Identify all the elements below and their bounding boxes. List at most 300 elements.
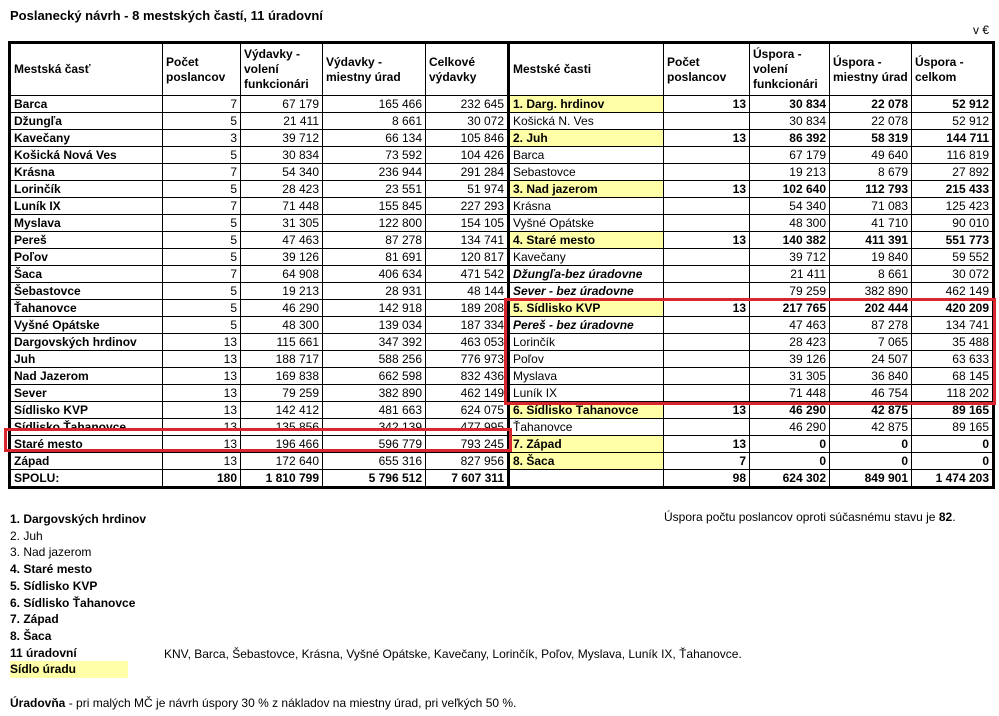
value-cell: 13 [163,436,241,453]
value-cell: 81 691 [323,249,426,266]
value-cell: 54 340 [750,198,830,215]
value-cell: 196 466 [241,436,323,453]
value-cell: 588 256 [323,351,426,368]
value-cell: 227 293 [426,198,509,215]
legend-item: 11 úradovní [10,645,77,660]
deputies-savings-note [664,510,956,524]
value-cell: 35 488 [912,334,994,351]
value-cell: 67 179 [241,96,323,113]
value-cell: 27 892 [912,164,994,181]
district-name-cell: Krásna [509,198,664,215]
table-row [10,130,509,147]
value-cell: 5 [163,147,241,164]
legend-item: 6. Sídlisko Ťahanovce [10,595,136,610]
col-header-districts: Mestské časti [509,43,664,96]
value-cell: 142 918 [323,300,426,317]
legend-item: 2. Juh [10,528,43,543]
value-cell: 342 139 [323,419,426,436]
value-cell: 67 179 [750,147,830,164]
value-cell: 13 [163,402,241,419]
col-header-officials: Výdavky - volení funkcionári [241,43,323,96]
kvp-highlight-box-right [504,298,996,405]
value-cell: 7 065 [830,334,912,351]
total-value-cell: 849 901 [830,470,912,488]
district-name-cell: Barca [509,147,664,164]
value-cell: 0 [750,453,830,470]
district-legend [10,511,146,678]
table-row [509,266,994,283]
district-name-cell: 6. Sídlisko Ťahanovce [509,402,664,419]
table-row [10,164,509,181]
value-cell: 30 834 [750,113,830,130]
value-cell: 8 661 [830,266,912,283]
legend-item: 7. Západ [10,612,59,627]
value-cell: 217 765 [750,300,830,317]
seat-legend [10,661,146,678]
value-cell: 21 411 [750,266,830,283]
value-cell: 89 165 [912,402,994,419]
value-cell: 30 834 [750,96,830,113]
table-row [509,96,994,113]
value-cell: 462 149 [912,283,994,300]
district-name-cell: Vyšné Opátske [10,317,163,334]
district-name-cell: Pereš - bez úradovne [509,317,664,334]
value-cell: 102 640 [750,181,830,198]
value-cell: 116 819 [912,147,994,164]
value-cell: 420 209 [912,300,994,317]
value-cell: 134 741 [426,232,509,249]
value-cell: 140 382 [750,232,830,249]
total-value-cell: 180 [163,470,241,488]
value-cell: 481 663 [323,402,426,419]
value-cell: 13 [163,453,241,470]
value-cell: 382 890 [830,283,912,300]
value-cell: 42 875 [830,402,912,419]
total-label-cell [509,470,664,488]
value-cell: 58 319 [830,130,912,147]
value-cell: 21 411 [241,113,323,130]
table-row [10,113,509,130]
col-header-savings-total: Úspora - celkom [912,43,994,96]
legend-item: 5. Sídlisko KVP [10,578,98,593]
value-cell: 28 423 [750,334,830,351]
value-cell: 104 426 [426,147,509,164]
value-cell: 64 908 [241,266,323,283]
district-name-cell: Džungľa [10,113,163,130]
footer-note [10,696,516,710]
value-cell: 8 661 [323,113,426,130]
col-header-savings-officials: Úspora - volení funkcionári [750,43,830,96]
table-row [509,249,994,266]
legend-item: 4. Staré mesto [10,562,93,577]
district-name-cell: Džungľa-bez úradovne [509,266,664,283]
value-cell: 5 [163,300,241,317]
district-name-cell: Staré mesto [10,436,163,453]
table-row [10,368,509,385]
value-cell: 13 [664,181,750,198]
table-row [509,419,994,436]
value-cell: 662 598 [323,368,426,385]
value-cell: 52 912 [912,113,994,130]
value-cell: 13 [664,96,750,113]
value-cell: 48 300 [241,317,323,334]
table-row [10,317,509,334]
value-cell: 42 875 [830,419,912,436]
total-value-cell: 98 [664,470,750,488]
district-name-cell: Juh [10,351,163,368]
value-cell: 73 592 [323,147,426,164]
value-cell: 655 316 [323,453,426,470]
value-cell: 46 290 [241,300,323,317]
expenses-table [8,41,510,489]
value-cell: 8 679 [830,164,912,181]
value-cell: 59 552 [912,249,994,266]
district-name-cell: Košická Nová Ves [10,147,163,164]
total-value-cell: 7 607 311 [426,470,509,488]
value-cell: 188 717 [241,351,323,368]
total-value-cell: 1 474 203 [912,470,994,488]
value-cell: 172 640 [241,453,323,470]
total-label-cell: SPOLU: [10,470,163,488]
total-value-cell: 1 810 799 [241,470,323,488]
table-row [10,334,509,351]
value-cell: 13 [163,334,241,351]
value-cell: 5 [163,283,241,300]
district-name-cell: Sever [10,385,163,402]
savings-suffix: . [952,510,956,524]
kvp-highlight-box-left [4,428,512,452]
table-row [10,232,509,249]
table-row [10,215,509,232]
value-cell: 13 [664,436,750,453]
value-cell: 382 890 [323,385,426,402]
district-name-cell: Pereš [10,232,163,249]
value-cell: 71 448 [241,198,323,215]
table-row [509,181,994,198]
value-cell: 46 290 [750,402,830,419]
value-cell [664,198,750,215]
table-row [509,147,994,164]
value-cell: 215 433 [912,181,994,198]
value-cell: 5 [163,249,241,266]
col-header-savings-office: Úspora - miestny úrad [830,43,912,96]
value-cell [664,147,750,164]
district-name-cell: Sídlisko Ťahanovce [10,419,163,436]
value-cell [664,419,750,436]
value-cell: 144 711 [912,130,994,147]
district-name-cell: Kavečany [10,130,163,147]
value-cell: 793 245 [426,436,509,453]
value-cell: 596 779 [323,436,426,453]
value-cell: 49 640 [830,147,912,164]
total-row [10,470,509,488]
value-cell: 5 [163,232,241,249]
value-cell: 551 773 [912,232,994,249]
value-cell: 122 800 [323,215,426,232]
legend-item: 1. Dargovských hrdinov [10,512,147,526]
district-name-cell: Myslava [509,368,664,385]
table-row [10,402,509,419]
value-cell: 236 944 [323,164,426,181]
value-cell: 112 793 [830,181,912,198]
savings-header-row [509,43,994,96]
district-name-cell: Šaca [10,266,163,283]
table-row [509,232,994,249]
value-cell: 31 305 [750,368,830,385]
value-cell: 7 [163,164,241,181]
value-cell [664,283,750,300]
savings-table [507,41,995,489]
table-row [10,181,509,198]
value-cell: 54 340 [241,164,323,181]
district-name-cell: Kavečany [509,249,664,266]
value-cell: 624 075 [426,402,509,419]
district-name-cell: Vyšné Opátske [509,215,664,232]
value-cell: 46 290 [750,419,830,436]
value-cell: 30 072 [912,266,994,283]
district-name-cell: Šebastovce [10,283,163,300]
value-cell: 39 712 [241,130,323,147]
district-name-cell: Poľov [10,249,163,266]
value-cell: 169 838 [241,368,323,385]
district-name-cell: Myslava [10,215,163,232]
value-cell: 47 463 [241,232,323,249]
savings-text: Úspora počtu poslancov oproti súčasnému stavu je [664,510,939,524]
table-row [10,351,509,368]
value-cell: 7 [163,266,241,283]
district-name-cell: 4. Staré mesto [509,232,664,249]
value-cell: 0 [750,436,830,453]
value-cell: 39 126 [241,249,323,266]
col-header-district: Mestská časť [10,43,163,96]
value-cell: 31 305 [241,215,323,232]
legend-item: 3. Nad jazerom [10,545,92,560]
district-name-cell: Lorinčík [10,181,163,198]
value-cell: 79 259 [241,385,323,402]
value-cell: 155 845 [323,198,426,215]
value-cell: 28 931 [323,283,426,300]
value-cell: 7 [664,453,750,470]
district-name-cell: 5. Sídlisko KVP [509,300,664,317]
value-cell: 13 [664,300,750,317]
value-cell: 135 856 [241,419,323,436]
value-cell: 832 436 [426,368,509,385]
value-cell [664,215,750,232]
table-row [509,164,994,181]
value-cell: 154 105 [426,215,509,232]
district-name-cell: 7. Západ [509,436,664,453]
table-row [10,249,509,266]
value-cell [664,266,750,283]
value-cell: 19 213 [750,164,830,181]
value-cell: 51 974 [426,181,509,198]
value-cell: 406 634 [323,266,426,283]
value-cell: 142 412 [241,402,323,419]
total-value-cell: 5 796 512 [323,470,426,488]
value-cell: 36 840 [830,368,912,385]
value-cell: 23 551 [323,181,426,198]
district-name-cell: Ťahanovce [509,419,664,436]
table-row [10,198,509,215]
value-cell: 39 126 [750,351,830,368]
value-cell: 471 542 [426,266,509,283]
footer-note-text: - pri malých MČ je návrh úspory 30 % z nákladov na miestny úrad, pri veľkých 50 %. [65,696,517,710]
table-row [10,266,509,283]
expenses-header-row [10,43,509,96]
district-name-cell: Krásna [10,164,163,181]
district-name-cell: Dargovských hrdinov [10,334,163,351]
table-row [10,385,509,402]
value-cell: 52 912 [912,96,994,113]
total-value-cell: 624 302 [750,470,830,488]
value-cell: 165 466 [323,96,426,113]
value-cell: 827 956 [426,453,509,470]
value-cell [664,113,750,130]
value-cell: 189 208 [426,300,509,317]
value-cell: 48 144 [426,283,509,300]
district-name-cell: Sebastovce [509,164,664,181]
district-name-cell: Sídlisko KVP [10,402,163,419]
value-cell: 19 213 [241,283,323,300]
value-cell: 3 [163,130,241,147]
col-header-deputies: Počet poslancov [664,43,750,96]
value-cell: 71 448 [750,385,830,402]
value-cell: 19 840 [830,249,912,266]
district-name-cell: Košická N. Ves [509,113,664,130]
value-cell: 462 149 [426,385,509,402]
district-name-cell: Lorinčík [509,334,664,351]
value-cell: 125 423 [912,198,994,215]
value-cell: 115 661 [241,334,323,351]
value-cell: 5 [163,215,241,232]
table-row [10,300,509,317]
currency-label: v € [972,23,989,37]
value-cell: 118 202 [912,385,994,402]
value-cell: 7 [163,96,241,113]
value-cell: 13 [664,232,750,249]
table-row [509,436,994,453]
value-cell: 90 010 [912,215,994,232]
value-cell: 87 278 [830,317,912,334]
value-cell: 7 [163,198,241,215]
value-cell: 13 [664,402,750,419]
value-cell: 63 633 [912,351,994,368]
district-name-cell: 8. Šaca [509,453,664,470]
value-cell: 411 391 [830,232,912,249]
value-cell: 68 145 [912,368,994,385]
footer-note-label: Úradovňa [10,696,66,710]
value-cell: 28 423 [241,181,323,198]
value-cell: 24 507 [830,351,912,368]
value-cell: 71 083 [830,198,912,215]
value-cell: 187 334 [426,317,509,334]
value-cell: 0 [830,436,912,453]
savings-value: 82 [938,510,953,524]
value-cell: 39 712 [750,249,830,266]
col-header-office: Výdavky - miestny úrad [323,43,426,96]
col-header-total: Celkové výdavky [426,43,509,96]
table-row [509,215,994,232]
value-cell: 291 284 [426,164,509,181]
total-row [509,470,994,488]
district-name-cell: Nad Jazerom [10,368,163,385]
value-cell: 41 710 [830,215,912,232]
value-cell: 776 973 [426,351,509,368]
value-cell: 87 278 [323,232,426,249]
value-cell: 30 834 [241,147,323,164]
value-cell: 13 [163,419,241,436]
document-title: Poslanecký návrh - 8 mestských častí, 11 úradovní [10,8,323,23]
value-cell: 86 392 [750,130,830,147]
value-cell: 0 [830,453,912,470]
district-name-cell: Barca [10,96,163,113]
table-row [10,96,509,113]
table-row [509,453,994,470]
table-row [509,130,994,147]
value-cell: 89 165 [912,419,994,436]
value-cell: 105 846 [426,130,509,147]
value-cell: 134 741 [912,317,994,334]
value-cell: 0 [912,436,994,453]
district-name-cell: Luník IX [509,385,664,402]
value-cell: 79 259 [750,283,830,300]
value-cell: 22 078 [830,113,912,130]
district-name-cell: 2. Juh [509,130,664,147]
value-cell: 477 995 [426,419,509,436]
value-cell: 47 463 [750,317,830,334]
value-cell: 5 [163,181,241,198]
value-cell [664,249,750,266]
value-cell: 139 034 [323,317,426,334]
value-cell: 13 [163,385,241,402]
district-name-cell: Sever - bez úradovne [509,283,664,300]
col-header-deputies: Počet poslancov [163,43,241,96]
value-cell: 120 817 [426,249,509,266]
value-cell: 13 [163,368,241,385]
district-name-cell: Ťahanovce [10,300,163,317]
value-cell: 30 072 [426,113,509,130]
value-cell: 5 [163,317,241,334]
district-name-cell: Poľov [509,351,664,368]
district-name-cell: 3. Nad jazerom [509,181,664,198]
value-cell: 5 [163,113,241,130]
table-row [509,113,994,130]
value-cell: 22 078 [830,96,912,113]
value-cell: 13 [664,130,750,147]
table-row [10,453,509,470]
table-row [10,147,509,164]
offices-list: KNV, Barca, Šebastovce, Krásna, Vyšné Opátske, Kavečany, Lorinčík, Poľov, Myslava, Luník IX, Ťahanovce. [164,647,742,661]
district-name-cell: Západ [10,453,163,470]
table-row [509,283,994,300]
value-cell: 202 444 [830,300,912,317]
value-cell: 463 053 [426,334,509,351]
value-cell: 46 754 [830,385,912,402]
value-cell [664,164,750,181]
value-cell: 0 [912,453,994,470]
district-name-cell: 1. Darg. hrdinov [509,96,664,113]
district-name-cell: Luník IX [10,198,163,215]
value-cell: 347 392 [323,334,426,351]
value-cell: 232 645 [426,96,509,113]
value-cell: 66 134 [323,130,426,147]
value-cell: 48 300 [750,215,830,232]
table-row [509,198,994,215]
legend-item: 8. Šaca [10,628,52,643]
value-cell: 13 [163,351,241,368]
seat-legend-label: Sídlo úradu [10,661,128,678]
table-row [10,283,509,300]
